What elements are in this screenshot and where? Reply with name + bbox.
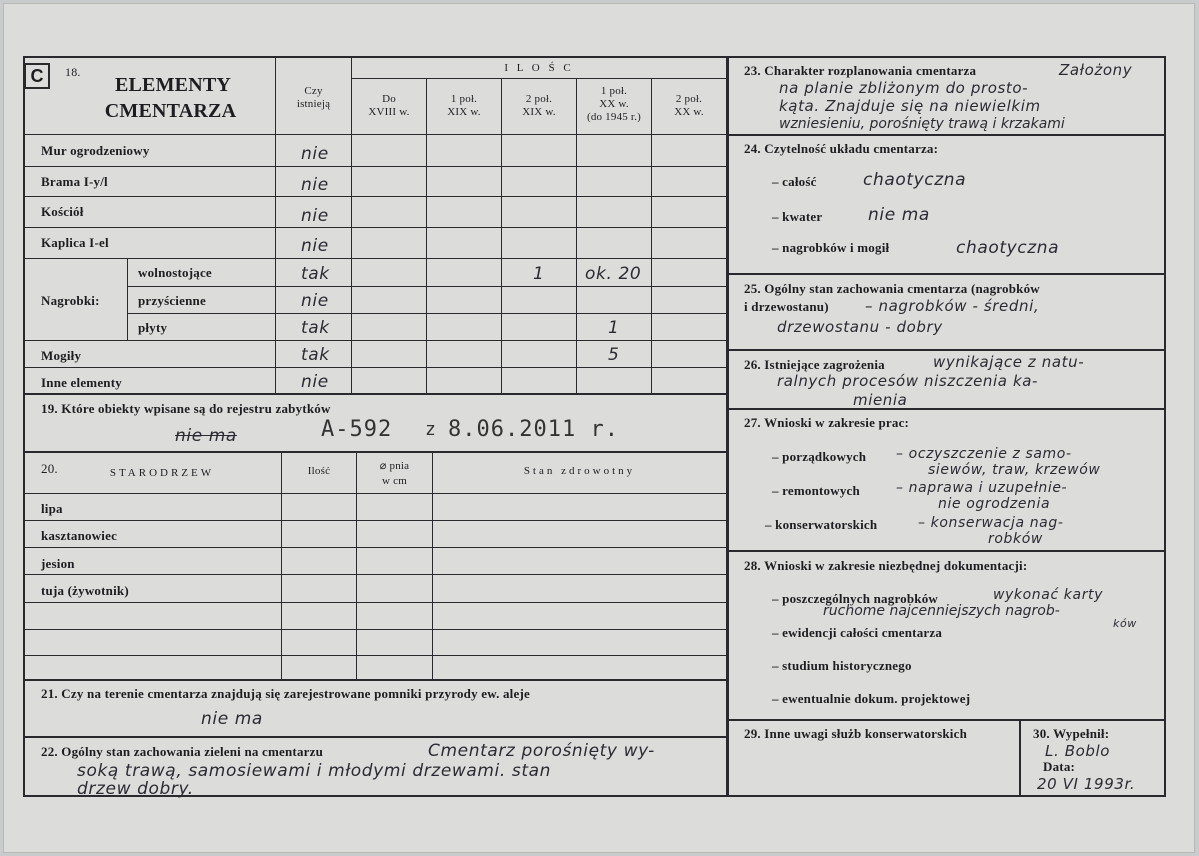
- row-value-mur: nie: [301, 144, 329, 164]
- s18-hline: [23, 196, 728, 197]
- s27-kons-label: – konserwatorskich: [765, 517, 878, 532]
- s20-ilosc-header: Ilość: [307, 465, 331, 477]
- s18-bottom: [23, 393, 728, 395]
- s27-rem-value-line2: nie ogrodzenia: [938, 496, 1051, 512]
- s22-label: 22. Ogólny stan zachowania zieleni na cmentarzu: [41, 744, 324, 759]
- s20-pnia-header-l1: ⌀ pnia: [379, 460, 410, 472]
- row-label-inne: Inne elementy: [41, 375, 122, 390]
- s18-hline: [23, 258, 728, 259]
- s24-calosc-value: chaotyczna: [863, 170, 967, 190]
- s27-kons-value-line2: robków: [988, 531, 1043, 547]
- s23-answer-line1: Założony: [1059, 61, 1133, 79]
- s18-ilosc-header: I L O Ś C: [504, 62, 574, 74]
- s19-label: 19. Które obiekty wpisane są do rejestru zabytków: [41, 401, 331, 416]
- s28-ewid-label: – ewidencji całości cmentarza: [772, 625, 943, 640]
- s20-hline: [23, 629, 728, 630]
- tree-row: lipa: [41, 501, 63, 516]
- row-value-wolnostojace: tak: [301, 264, 330, 284]
- s20-number: 20.: [41, 461, 58, 476]
- s20-hline: [23, 602, 728, 603]
- row-label-kaplica: Kaplica I-el: [41, 235, 109, 250]
- col-header-l2: XIX w.: [447, 106, 481, 118]
- s24-label: 24. Czytelność układu cmentarza:: [744, 141, 939, 156]
- row-label-kosciol: Kościół: [41, 204, 84, 219]
- s26-label: 26. Istniejące zagrożenia: [744, 357, 885, 372]
- s30-date-label: Data:: [1043, 759, 1076, 774]
- s20-bottom: [23, 679, 728, 681]
- s18-number: 18.: [65, 65, 81, 79]
- wolnostojace-2pol-xix: 1: [533, 264, 545, 284]
- frame-left: [23, 56, 25, 797]
- registration-card: [3, 3, 1195, 853]
- col-header-l1: 1 poł.: [600, 85, 628, 97]
- s27-porz-value-line2: siewów, traw, krzewów: [928, 462, 1101, 478]
- col-header-l3: (do 1945 r.): [586, 111, 642, 123]
- s18-vline: [501, 78, 502, 393]
- tree-row: jesion: [41, 556, 75, 571]
- s24-nagrob-value: chaotyczna: [956, 238, 1060, 258]
- s25-bottom: [726, 349, 1166, 351]
- s19-register-date: 8.06.2011 r.: [448, 417, 619, 442]
- s18-vline: [651, 78, 652, 393]
- row-label-plyty: płyty: [138, 320, 168, 335]
- row-label-mur: Mur ogrodzeniowy: [41, 143, 150, 158]
- s20-hline: [23, 574, 728, 575]
- s28-pojed-value-line2: ruchome najcenniejszych nagrob-: [823, 603, 1060, 619]
- s20-title: STARODRZEW: [109, 467, 215, 479]
- row-label-brama: Brama I-y/l: [41, 174, 108, 189]
- s18-vline-nagrobki: [127, 258, 128, 340]
- s25-label-line1: 25. Ogólny stan zachowania cmentarza (nagrobków: [744, 281, 1040, 296]
- row-label-przyscienne: przyścienne: [138, 293, 206, 308]
- s18-vline: [426, 78, 427, 393]
- center-divider: [726, 56, 729, 797]
- s20-hline: [23, 493, 728, 494]
- s23-answer-line2: na planie zbliżonym do prosto-: [779, 79, 1029, 97]
- s25-answer-line1: – nagrobków - średni,: [865, 297, 1040, 315]
- s22-answer-line1: Cmentarz porośnięty wy-: [428, 741, 655, 761]
- frame-right: [1164, 56, 1166, 797]
- s18-vline: [576, 78, 577, 393]
- s28-pojed-value-line1: wykonać karty: [993, 587, 1104, 603]
- s28-pojed-value-line3: ków: [1113, 617, 1137, 630]
- s27-porz-value-line1: – oczyszczenie z samo-: [896, 446, 1072, 462]
- row-label-nagrobki: Nagrobki:: [41, 293, 100, 308]
- s23-label: 23. Charakter rozplanowania cmentarza: [744, 63, 977, 78]
- col-header-l1: 2 poł.: [525, 93, 553, 105]
- col-header-l2: XIX w.: [522, 106, 556, 118]
- s27-label: 27. Wnioski w zakresie prac:: [744, 415, 910, 430]
- s30-name: L. Boblo: [1045, 742, 1111, 760]
- row-value-kosciol: nie: [301, 206, 329, 226]
- frame-top: [23, 56, 1166, 58]
- s21-label: 21. Czy na terenie cmentarza znajdują się zarejestrowane pomniki przyrody ew. aleje: [41, 686, 530, 701]
- row-value-kaplica: nie: [301, 236, 329, 256]
- s26-answer-line3: mienia: [853, 391, 908, 409]
- s28-bottom: [726, 719, 1166, 721]
- row-value-brama: nie: [301, 175, 329, 195]
- s18-hline: [23, 166, 728, 167]
- s18-hline: [23, 227, 728, 228]
- plyty-1pol-xx: 1: [608, 318, 620, 338]
- s24-kwater-label: – kwater: [772, 209, 823, 224]
- s28-label: 28. Wnioski w zakresie niezbędnej dokumentacji:: [744, 558, 1028, 573]
- s27-kons-value-line1: – konserwacja nag-: [918, 515, 1064, 531]
- s18-hline: [23, 340, 728, 341]
- s24-nagrob-label: – nagrobków i mogił: [772, 240, 890, 255]
- col-header-l1: 1 poł.: [450, 93, 478, 105]
- s18-hline: [127, 286, 728, 287]
- s24-kwater-value: nie ma: [868, 205, 930, 225]
- mogily-1pol-xx: 5: [608, 345, 620, 365]
- s19-struck-answer: nie ma: [175, 426, 237, 446]
- s28-proj-label: – ewentualnie dokum. projektowej: [772, 691, 971, 706]
- s24-bottom: [726, 273, 1166, 275]
- s20-vline: [281, 453, 282, 680]
- s23-bottom: [726, 134, 1166, 136]
- row-value-inne: nie: [301, 372, 329, 392]
- s23-answer-line4: wzniesieniu, porośnięty trawą i krzakami: [779, 116, 1065, 132]
- tree-row: kasztanowiec: [41, 528, 118, 543]
- s29-divider: [1019, 719, 1021, 797]
- s25-answer-line2: drzewostanu - dobry: [777, 318, 943, 336]
- s21-answer: nie ma: [201, 709, 263, 729]
- frame-bottom: [23, 795, 1166, 797]
- col-header-l2: XVIII w.: [368, 106, 410, 118]
- s18-title-line2: CMENTARZA: [104, 100, 237, 122]
- s20-vline: [432, 453, 433, 680]
- row-value-mogily: tak: [301, 345, 330, 365]
- s28-pojed-label: – poszczególnych nagrobków: [772, 591, 939, 606]
- s27-porz-label: – porządkowych: [772, 449, 867, 464]
- s18-hline: [127, 313, 728, 314]
- tree-row: tuja (żywotnik): [41, 583, 129, 598]
- s18-hline: [351, 78, 728, 79]
- s21-bottom: [23, 736, 728, 738]
- s18-czy-line1: Czy: [304, 85, 323, 97]
- s28-stud-label: – studium historycznego: [772, 658, 912, 673]
- s19-z: z: [425, 419, 437, 440]
- col-header-l2: XX w.: [599, 98, 629, 110]
- s20-hline: [23, 547, 728, 548]
- row-label-mogily: Mogiły: [41, 348, 82, 363]
- s26-answer-line2: ralnych procesów niszczenia ka-: [777, 372, 1039, 390]
- s20-stan-header: Stan zdrowotny: [523, 465, 636, 477]
- wolnostojace-1pol-xx: ok. 20: [585, 264, 642, 284]
- col-header-l1: Do: [382, 93, 396, 105]
- row-value-przyscienne: nie: [301, 291, 329, 311]
- s20-hline: [23, 520, 728, 521]
- s26-answer-line1: wynikające z natu-: [933, 353, 1085, 371]
- s22-answer-line2: soką trawą, samosiewami i młodymi drzewami. stan: [77, 761, 552, 781]
- s29-label: 29. Inne uwagi służb konserwatorskich: [744, 726, 968, 741]
- s25-label-line2: i drzewostanu): [744, 299, 829, 314]
- s27-rem-value-line1: – naprawa i uzupełnie-: [896, 480, 1068, 496]
- s20-hline: [23, 655, 728, 656]
- s30-label: 30. Wypełnił:: [1033, 726, 1110, 741]
- s18-czy-line2: istnieją: [296, 98, 331, 110]
- s19-bottom: [23, 451, 728, 453]
- s27-bottom: [726, 550, 1166, 552]
- s30-date: 20 VI 1993r.: [1037, 775, 1136, 793]
- s20-pnia-header-l2: w cm: [382, 475, 407, 487]
- s26-bottom: [726, 408, 1166, 410]
- s18-hline: [23, 134, 728, 135]
- row-label-wolnostojace: wolnostojące: [138, 265, 212, 280]
- s27-rem-label: – remontowych: [772, 483, 860, 498]
- col-header-l1: 2 poł.: [675, 93, 703, 105]
- s24-calosc-label: – całość: [772, 174, 817, 189]
- s18-title-line1: ELEMENTY: [114, 74, 232, 96]
- col-header-l2: XX w.: [674, 106, 704, 118]
- s18-hline: [23, 367, 728, 368]
- s23-answer-line3: kąta. Znajduje się na niewielkim: [779, 97, 1041, 115]
- row-value-plyty: tak: [301, 318, 330, 338]
- card-type-logo: C: [24, 63, 50, 89]
- s22-answer-line3: drzew dobry.: [77, 779, 194, 799]
- s19-register-number: A-592: [321, 417, 393, 442]
